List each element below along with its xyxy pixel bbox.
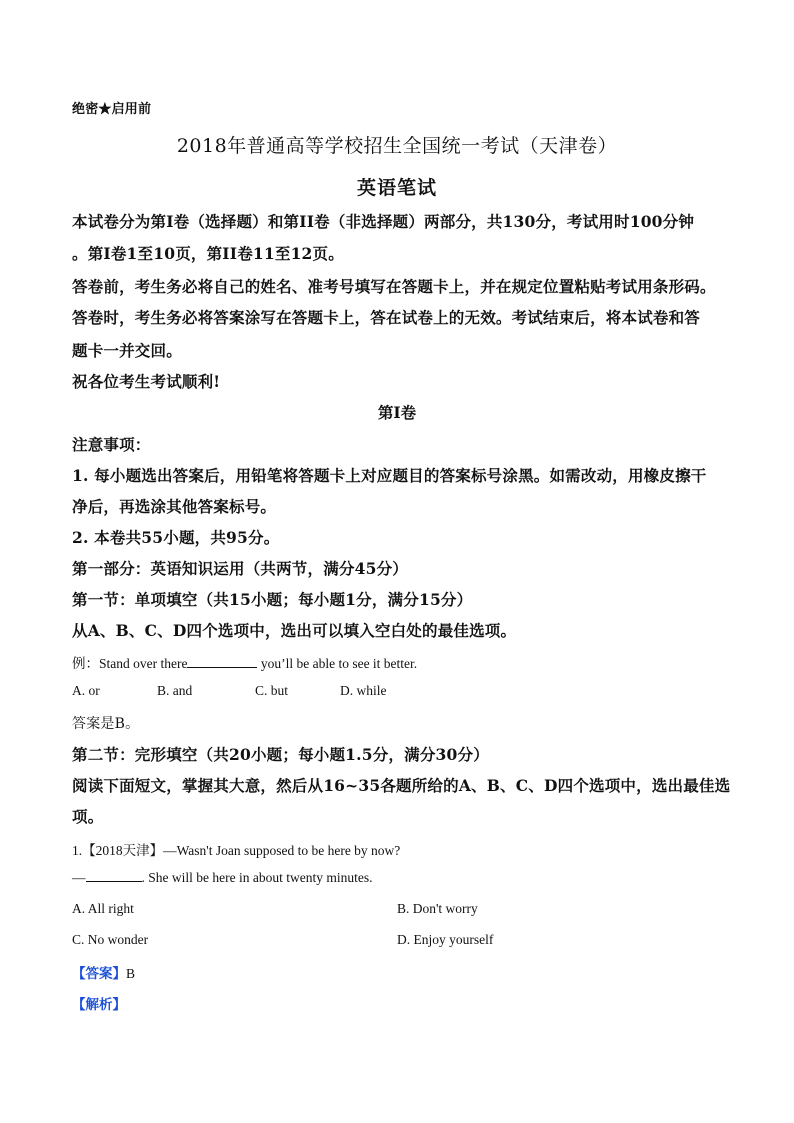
question-1-option-d: D. Enjoy yourself [397,932,494,947]
answer-label: 【答案】 [72,966,126,982]
example-option-a: A. or [72,683,100,698]
section-two-instruction-line-1: 阅读下面短文，掌握其大意，然后从16~35各题所给的A、B、C、D四个选项中，选出最佳选 [72,776,731,795]
question-1-blank [86,880,142,882]
section-two-heading: 第二节：完形填空（共20小题；每小题1.5分，满分30分） [72,745,489,764]
notes-heading: 注意事项： [72,435,151,454]
intro-line-2: 。第I卷1至10页，第II卷11至12页。 [72,244,344,263]
example-answer: 答案是B。 [72,716,140,732]
example-stem-after: you’ll be able to see it better. [257,656,418,671]
confidential-label: 绝密★启用前 [72,102,152,117]
part-one-heading: 第I卷 [377,403,417,422]
question-1-stem: 1.【2018天津】—Wasn't Joan supposed to be here by now? [72,843,401,858]
exam-subtitle: 英语笔试 [356,177,437,199]
question-1-answer [72,962,135,982]
analysis-label: 【解析】 [72,997,126,1013]
notes-item-1-line-1: 1. 每小题选出答案后，用铅笔将答题卡上对应题目的答案标号涂黑。如需改动，用橡皮擦干 [72,466,707,485]
question-1-option-c: C. No wonder [72,932,149,947]
example-stem [72,652,417,672]
example-option-b: B. and [157,683,193,698]
example-blank [187,666,257,668]
exam-title: 2018年普通高等学校招生全国统一考试（天津卷） [176,135,618,157]
intro-line-1: 本试卷分为第I卷（选择题）和第II卷（非选择题）两部分，共130分，考试用时100分钟 [72,212,695,231]
section-two-instruction-line-2: 项。 [72,807,104,826]
intro-line-5: 题卡一并交回。 [72,341,182,360]
example-option-d: D. while [340,683,387,698]
part-one-section-heading: 第一部分：英语知识运用（共两节，满分45分） [72,559,408,578]
section-one-heading: 第一节：单项填空（共15小题；每小题1分，满分15分） [72,590,473,609]
answer-value: B [126,966,136,981]
question-1-reply [72,870,372,886]
section-one-instruction: 从A、B、C、D四个选项中，选出可以填入空白处的最佳选项。 [72,621,517,640]
intro-line-6: 祝各位考生考试顺利! [72,372,221,391]
question-1-reply-after: . She will be here in about twenty minutes. [141,870,373,885]
question-1-reply-dash: — [72,870,86,885]
question-1-option-a: A. All right [72,901,134,916]
intro-line-3: 答卷前，考生务必将自己的姓名、准考号填写在答题卡上，并在规定位置粘贴考试用条形码。 [72,277,716,296]
notes-item-1-line-2: 净后，再选涂其他答案标号。 [72,497,277,516]
example-option-c: C. but [255,683,289,698]
question-1-option-b: B. Don't worry [397,901,478,916]
intro-line-4: 答卷时，考生务必将答案涂写在答题卡上，答在试卷上的无效。考试结束后，将本试卷和答 [72,308,701,327]
notes-item-2: 2. 本卷共55小题，共95分。 [72,528,280,547]
example-stem-before: 例：Stand over there [72,656,188,671]
